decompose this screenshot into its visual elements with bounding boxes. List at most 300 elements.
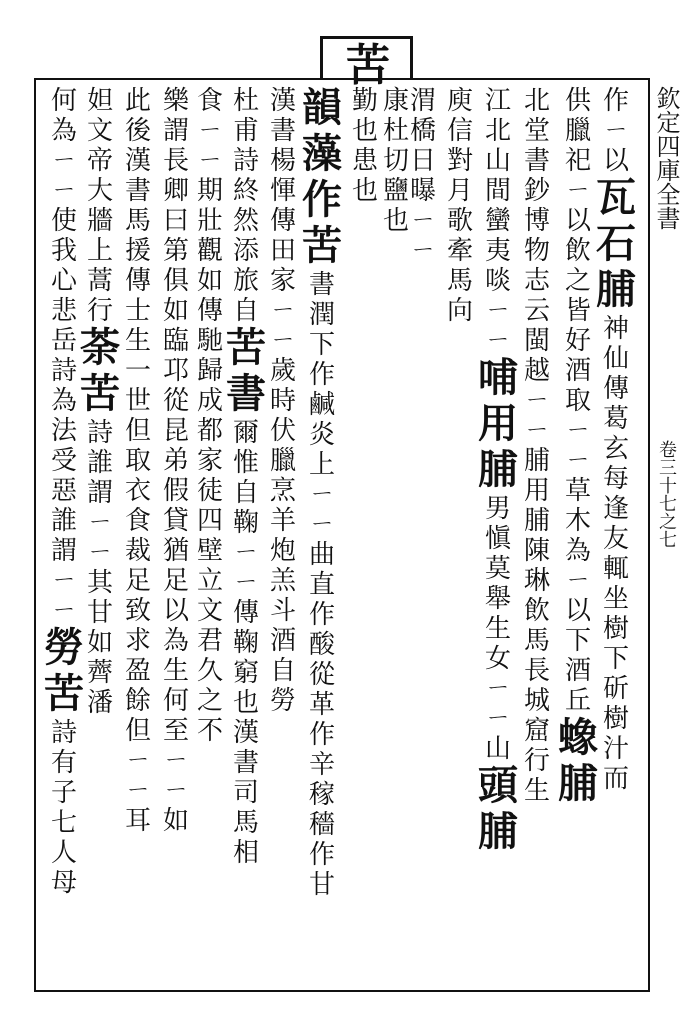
glyph: 人 [50, 838, 77, 868]
glyph: 患 [351, 146, 378, 176]
header-volume [652, 440, 680, 548]
glyph: 悲 [50, 296, 77, 326]
glyph: 鞠 [232, 508, 259, 538]
glyph: 斫 [602, 674, 629, 704]
glyph: 我 [50, 236, 77, 266]
glyph: 此 [124, 86, 151, 116]
glyph: 書 [269, 116, 296, 146]
glyph: 女 [484, 644, 511, 674]
glyph: 為 [50, 116, 77, 146]
glyph: 如 [196, 266, 223, 296]
glyph: 脯 [558, 760, 598, 807]
glyph: 長 [162, 146, 189, 176]
glyph: 每 [602, 464, 629, 494]
glyph: 取 [124, 446, 151, 476]
glyph: 何 [162, 686, 189, 716]
glyph: 時 [269, 386, 296, 416]
glyph: 漢 [269, 86, 296, 116]
glyph: 如 [86, 628, 113, 658]
glyph: 援 [124, 236, 151, 266]
glyph: 以 [564, 206, 591, 236]
glyph: 葛 [602, 404, 629, 434]
glyph: 裁 [124, 536, 151, 566]
glyph: 岳 [50, 326, 77, 356]
glyph: 生 [484, 614, 511, 644]
glyph: 自 [232, 296, 259, 326]
glyph: 穡 [308, 810, 335, 840]
glyph: 何 [50, 86, 77, 116]
tab-right-rule [410, 36, 413, 80]
glyph: ㄧ [484, 326, 511, 356]
glyph: 但 [124, 716, 151, 746]
glyph: 馳 [196, 326, 223, 356]
glyph: 妲 [86, 86, 113, 116]
glyph: ㄧ [86, 538, 113, 568]
glyph: 勞 [269, 686, 296, 716]
glyph: 期 [196, 176, 223, 206]
glyph: 足 [162, 566, 189, 596]
glyph: 成 [196, 386, 223, 416]
glyph: ㄧ [308, 510, 335, 540]
glyph: 受 [50, 446, 77, 476]
glyph: 行 [86, 296, 113, 326]
glyph: ㄧ [269, 296, 296, 326]
glyph: 神 [602, 314, 629, 344]
glyph: 木 [564, 506, 591, 536]
glyph: 以 [564, 596, 591, 626]
glyph: 食 [124, 506, 151, 536]
glyph: 如 [162, 806, 189, 836]
glyph: 帝 [86, 146, 113, 176]
glyph: 苦 [80, 370, 120, 417]
glyph: 烹 [269, 476, 296, 506]
glyph: 衣 [124, 476, 151, 506]
glyph: 假 [162, 476, 189, 506]
glyph: ㄧ [86, 508, 113, 538]
glyph: ㄧ [232, 568, 259, 598]
glyph: 弟 [162, 446, 189, 476]
text-column [265, 88, 301, 718]
glyph: ㄧ [564, 416, 591, 446]
glyph: 藻 [302, 130, 342, 177]
glyph: 也 [351, 176, 378, 206]
glyph: 汁 [602, 734, 629, 764]
glyph: 莫 [484, 554, 511, 584]
tab-top-rule [320, 36, 412, 39]
glyph: ㄧ [564, 446, 591, 476]
glyph: 傳 [269, 206, 296, 236]
glyph: 第 [162, 236, 189, 266]
glyph: 上 [308, 450, 335, 480]
glyph: ㄧ [162, 746, 189, 776]
glyph: 男 [484, 494, 511, 524]
glyph: 謂 [86, 478, 113, 508]
header-title [652, 86, 680, 230]
glyph: 北 [484, 116, 511, 146]
glyph: 哺 [478, 354, 518, 401]
glyph: 杜 [232, 86, 259, 116]
glyph: 歌 [446, 206, 473, 236]
glyph: 革 [308, 690, 335, 720]
glyph: 自 [269, 656, 296, 686]
glyph: 潤 [308, 300, 335, 330]
glyph: 甘 [308, 870, 335, 900]
glyph: 相 [232, 838, 259, 868]
glyph: 從 [308, 660, 335, 690]
glyph: ㄧ [232, 538, 259, 568]
glyph: 作 [308, 600, 335, 630]
glyph: 用 [478, 400, 518, 447]
glyph: 杜 [382, 116, 409, 146]
glyph: 如 [162, 296, 189, 326]
glyph: ㄧ [308, 480, 335, 510]
glyph: 猶 [162, 536, 189, 566]
glyph: 家 [196, 446, 223, 476]
glyph: 輒 [602, 554, 629, 584]
glyph: 馬 [124, 206, 151, 236]
glyph: 昆 [162, 416, 189, 446]
glyph: 但 [124, 416, 151, 446]
glyph: ㄧ [50, 176, 77, 206]
glyph: 對 [446, 146, 473, 176]
glyph: 橋 [409, 116, 436, 146]
glyph: 酒 [269, 626, 296, 656]
glyph: ㄧ [162, 776, 189, 806]
glyph: 曰 [162, 206, 189, 236]
glyph: 脯 [523, 506, 550, 536]
glyph: 荼 [80, 324, 120, 371]
glyph: 心 [50, 266, 77, 296]
glyph: 飲 [523, 596, 550, 626]
text-column [598, 88, 634, 796]
glyph: 貸 [162, 506, 189, 536]
glyph: 越 [523, 356, 550, 386]
glyph: 漢 [232, 718, 259, 748]
glyph: 渭 [409, 86, 436, 116]
text-column [442, 88, 478, 328]
glyph: 四 [196, 506, 223, 536]
glyph: 世 [124, 386, 151, 416]
glyph: 酸 [308, 630, 335, 660]
glyph: 書 [523, 146, 550, 176]
glyph: 長 [523, 656, 550, 686]
glyph: 向 [446, 296, 473, 326]
glyph: 切 [382, 146, 409, 176]
glyph: 勞 [44, 624, 84, 671]
glyph: 餘 [124, 686, 151, 716]
glyph: 文 [196, 596, 223, 626]
glyph: 曲 [308, 540, 335, 570]
glyph: 生 [124, 326, 151, 356]
glyph: 而 [602, 764, 629, 794]
glyph: 田 [269, 236, 296, 266]
glyph: 歲 [269, 356, 296, 386]
glyph: 傳 [602, 374, 629, 404]
glyph: 愼 [484, 524, 511, 554]
glyph: 脯 [478, 808, 518, 855]
glyph: 薺 [86, 658, 113, 688]
glyph: 久 [196, 656, 223, 686]
glyph: 甘 [86, 598, 113, 628]
glyph: 歸 [196, 356, 223, 386]
glyph: 一 [124, 356, 151, 386]
glyph: 生 [162, 656, 189, 686]
glyph: 食 [196, 86, 223, 116]
text-column [46, 88, 82, 900]
glyph: 書 [232, 748, 259, 778]
glyph: 閩 [523, 326, 550, 356]
glyph: 啖 [484, 266, 511, 296]
glyph: 蠻 [484, 206, 511, 236]
glyph: 直 [308, 570, 335, 600]
glyph: 間 [484, 176, 511, 206]
glyph: 物 [523, 236, 550, 266]
section-head-char [342, 40, 394, 91]
glyph: 壁 [196, 536, 223, 566]
glyph: 祀 [564, 146, 591, 176]
glyph: 樹 [602, 704, 629, 734]
glyph: 玄 [602, 434, 629, 464]
glyph: 鹹 [308, 390, 335, 420]
glyph: 添 [232, 236, 259, 266]
glyph: 伏 [269, 416, 296, 446]
glyph: 也 [232, 688, 259, 718]
glyph: ㄧ [484, 674, 511, 704]
glyph: 甫 [232, 116, 259, 146]
glyph: 書 [226, 370, 266, 417]
glyph: 誰 [86, 448, 113, 478]
glyph: 為 [162, 626, 189, 656]
glyph: 苦 [44, 670, 84, 717]
glyph: 舉 [484, 584, 511, 614]
glyph: 鞠 [232, 628, 259, 658]
glyph: ㄧ [523, 416, 550, 446]
glyph: ㄧ [50, 596, 77, 626]
glyph: 羔 [269, 566, 296, 596]
glyph: 炮 [269, 536, 296, 566]
glyph: 傳 [196, 296, 223, 326]
glyph: 牽 [446, 236, 473, 266]
glyph: 作 [302, 176, 342, 223]
text-column [378, 88, 414, 238]
glyph: 苦 [302, 222, 342, 269]
glyph: 好 [564, 326, 591, 356]
glyph: 臘 [269, 446, 296, 476]
glyph: 供 [564, 86, 591, 116]
glyph: 作 [602, 86, 629, 116]
text-column [192, 88, 228, 748]
glyph: 勤 [351, 86, 378, 116]
glyph: ㄧ [50, 566, 77, 596]
section-head-char-text: 苦 [346, 40, 390, 91]
glyph: 求 [124, 626, 151, 656]
glyph: 下 [602, 644, 629, 674]
glyph: 然 [232, 206, 259, 236]
glyph: 從 [162, 386, 189, 416]
glyph: 謂 [50, 536, 77, 566]
glyph: 逢 [602, 494, 629, 524]
glyph: 窟 [523, 716, 550, 746]
header-title-text: 欽定四庫全書 [652, 86, 680, 230]
glyph: 庾 [446, 86, 473, 116]
glyph: 牆 [86, 206, 113, 236]
glyph: 士 [124, 296, 151, 326]
glyph: 足 [124, 566, 151, 596]
glyph: 惟 [232, 448, 259, 478]
glyph: 稼 [308, 780, 335, 810]
glyph: 作 [308, 840, 335, 870]
glyph: ㄧ [409, 236, 436, 266]
glyph: 立 [196, 566, 223, 596]
glyph: 旅 [232, 266, 259, 296]
glyph: 惡 [50, 476, 77, 506]
glyph: 子 [50, 778, 77, 808]
glyph: 飲 [564, 236, 591, 266]
glyph: ㄧ [484, 704, 511, 734]
text-column [82, 88, 118, 720]
glyph: ㄧ [564, 566, 591, 596]
glyph: 鹽 [382, 176, 409, 206]
glyph: 盈 [124, 656, 151, 686]
glyph: 脯 [478, 446, 518, 493]
glyph: 詩 [50, 718, 77, 748]
glyph: 上 [86, 236, 113, 266]
glyph: 臘 [564, 116, 591, 146]
glyph: 蒿 [86, 266, 113, 296]
glyph: 斗 [269, 596, 296, 626]
glyph: 石 [596, 220, 636, 267]
glyph: 仙 [602, 344, 629, 374]
glyph: 皆 [564, 296, 591, 326]
glyph: 俱 [162, 266, 189, 296]
glyph: 有 [50, 748, 77, 778]
glyph: 窮 [232, 658, 259, 688]
text-column [519, 88, 555, 808]
glyph: 卿 [162, 176, 189, 206]
glyph: 坐 [602, 584, 629, 614]
glyph: 蟓 [558, 714, 598, 761]
glyph: 司 [232, 778, 259, 808]
glyph: ㄧ [602, 116, 629, 146]
glyph: ㄧ [50, 146, 77, 176]
glyph: 馬 [523, 626, 550, 656]
glyph: ㄧ [564, 176, 591, 206]
glyph: 酒 [564, 656, 591, 686]
glyph: 爾 [232, 418, 259, 448]
glyph: 馬 [232, 808, 259, 838]
glyph: 作 [308, 720, 335, 750]
glyph: 取 [564, 386, 591, 416]
glyph: 法 [50, 416, 77, 446]
text-column [480, 88, 516, 858]
text-column [120, 88, 156, 838]
glyph: 韻 [302, 84, 342, 131]
glyph: 壯 [196, 206, 223, 236]
glyph: 曝 [409, 176, 436, 206]
glyph: 謂 [162, 116, 189, 146]
glyph: 之 [564, 266, 591, 296]
glyph: 誰 [50, 506, 77, 536]
text-column [228, 88, 264, 870]
text-column [302, 84, 342, 902]
glyph: 臨 [162, 326, 189, 356]
text-column [347, 88, 383, 208]
glyph: 大 [86, 176, 113, 206]
glyph: 七 [50, 808, 77, 838]
glyph: 詩 [50, 356, 77, 386]
glyph: 信 [446, 116, 473, 146]
glyph: 夷 [484, 236, 511, 266]
glyph: 月 [446, 176, 473, 206]
glyph: 下 [564, 626, 591, 656]
glyph: 丘 [564, 686, 591, 716]
glyph: ㄧ [124, 776, 151, 806]
glyph: 堂 [523, 116, 550, 146]
glyph: ㄧ [124, 746, 151, 776]
glyph: ㄧ [269, 326, 296, 356]
glyph: 瓦 [596, 174, 636, 221]
glyph: 終 [232, 176, 259, 206]
glyph: 使 [50, 206, 77, 236]
glyph: 琳 [523, 566, 550, 596]
glyph: 辛 [308, 750, 335, 780]
header-volume-text: 卷三十七之七 [656, 440, 677, 548]
glyph: 傳 [232, 598, 259, 628]
glyph: 至 [162, 716, 189, 746]
glyph: 陳 [523, 536, 550, 566]
glyph: 康 [382, 86, 409, 116]
glyph: 文 [86, 116, 113, 146]
tab-left-rule [320, 36, 323, 80]
glyph: 鈔 [523, 176, 550, 206]
text-column [158, 88, 194, 838]
glyph: 下 [308, 330, 335, 360]
glyph: 其 [86, 568, 113, 598]
glyph: 書 [308, 270, 335, 300]
glyph: 之 [196, 686, 223, 716]
glyph: 馬 [446, 266, 473, 296]
glyph: 行 [523, 746, 550, 776]
glyph: 致 [124, 596, 151, 626]
glyph: 觀 [196, 236, 223, 266]
glyph: 詩 [86, 418, 113, 448]
glyph: 以 [602, 146, 629, 176]
glyph: ㄧ [523, 386, 550, 416]
glyph: 樂 [162, 86, 189, 116]
glyph: 也 [351, 116, 378, 146]
glyph: 博 [523, 206, 550, 236]
glyph: 草 [564, 476, 591, 506]
glyph: 生 [523, 776, 550, 806]
glyph: ㄧ [196, 116, 223, 146]
glyph: 耳 [124, 806, 151, 836]
glyph: 炎 [308, 420, 335, 450]
glyph: 頭 [478, 762, 518, 809]
glyph: 不 [196, 716, 223, 746]
glyph: 北 [523, 86, 550, 116]
glyph: 惲 [269, 176, 296, 206]
glyph: 潘 [86, 688, 113, 718]
glyph: 日 [409, 146, 436, 176]
glyph: 云 [523, 296, 550, 326]
glyph: 樹 [602, 614, 629, 644]
glyph: 家 [269, 266, 296, 296]
glyph: 漢 [124, 146, 151, 176]
glyph: 自 [232, 478, 259, 508]
glyph: 也 [382, 206, 409, 236]
glyph: 用 [523, 476, 550, 506]
text-column [560, 88, 596, 810]
